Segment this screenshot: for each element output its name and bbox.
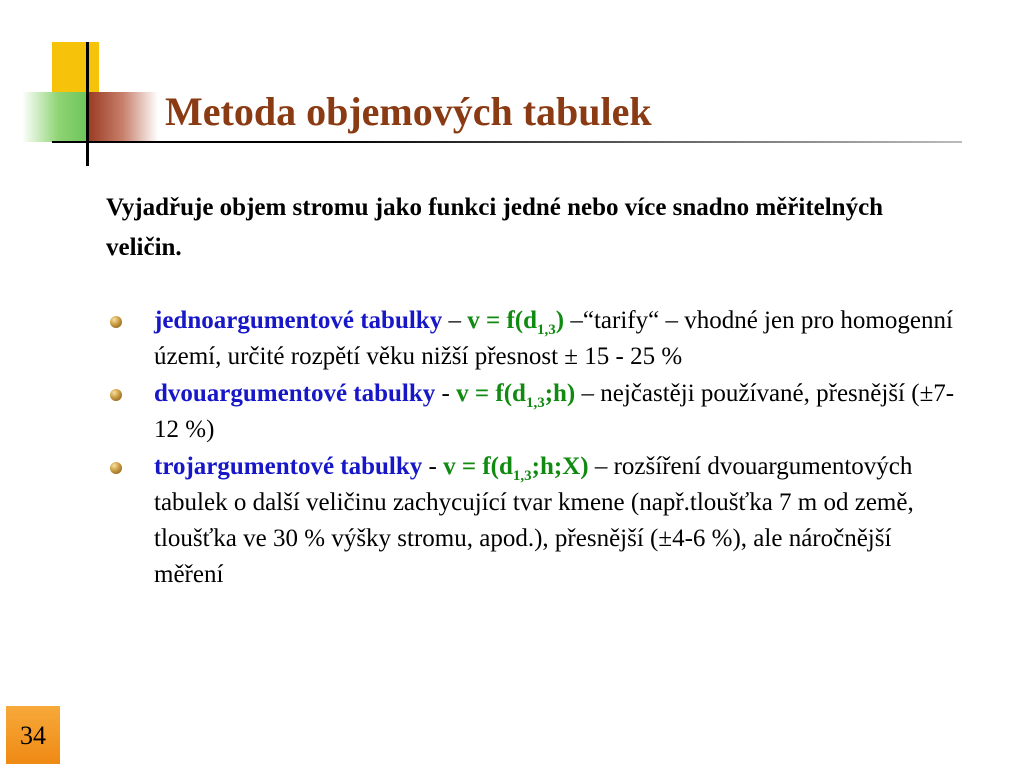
formula-subscript: 1,3 bbox=[537, 322, 556, 338]
decor-vertical-line bbox=[86, 42, 89, 166]
bullet-marker-icon bbox=[110, 389, 122, 401]
formula-subscript: 1,3 bbox=[525, 395, 545, 411]
bullet-term: dvouargumentové tabulky bbox=[154, 380, 436, 407]
intro-text: Vyjadřuje objem stromu jako funkci jedné nebo více snadno měřitelných veličin. bbox=[106, 194, 884, 261]
bullet-description: –“tarify“ – vhodné jen pro homogenní území, určité rozpětí věku nižší přesnost ± 15 - 25 % bbox=[154, 307, 953, 370]
bullet-item-3 bbox=[154, 449, 964, 593]
page-number-badge bbox=[6, 706, 60, 764]
bullet-term: trojargumentové tabulky bbox=[154, 453, 423, 480]
formula-suffix: ;h;X) bbox=[531, 453, 589, 480]
formula-prefix: v = f(d bbox=[456, 380, 526, 407]
formula-subscript: 1,3 bbox=[512, 468, 532, 484]
decor-red-gradient bbox=[88, 92, 158, 142]
bullet-item-2 bbox=[154, 376, 964, 448]
bullet-description: – rozšíření dvouargumentových tabulek o další veličinu zachycující tvar kmene (např.tloušťka 7 m od země, tloušťka ve 30 % výšky stromu, apod.), přesnější (±4-6 %), ale náročnější měření bbox=[154, 453, 914, 588]
formula-prefix: v = f(d bbox=[443, 453, 513, 480]
bullet-formula bbox=[456, 380, 576, 411]
bullet-marker-icon bbox=[110, 316, 122, 328]
formula-suffix: ;h) bbox=[544, 380, 576, 407]
formula-suffix: ) bbox=[555, 307, 565, 334]
bullet-formula bbox=[443, 453, 589, 484]
slide-title: Metoda objemových tabulek bbox=[165, 89, 652, 134]
formula-prefix: v = f(d bbox=[467, 307, 538, 334]
bullet-item-1 bbox=[154, 303, 964, 375]
bullet-term: jednoargumentové tabulky bbox=[154, 307, 443, 334]
bullet-description: – nejčastěji používané, přesnější (±7-12 %) bbox=[154, 380, 955, 443]
decor-yellow-square bbox=[52, 42, 99, 92]
bullet-separator: - bbox=[422, 453, 444, 480]
bullet-separator: – bbox=[442, 307, 468, 334]
decor-horizontal-line bbox=[52, 141, 962, 143]
page-number: 34 bbox=[20, 721, 46, 750]
bullet-list bbox=[154, 303, 964, 594]
bullet-separator: - bbox=[435, 380, 457, 407]
decor-green-gradient bbox=[22, 92, 88, 142]
bullet-formula bbox=[467, 307, 565, 338]
bullet-marker-icon bbox=[110, 462, 122, 474]
